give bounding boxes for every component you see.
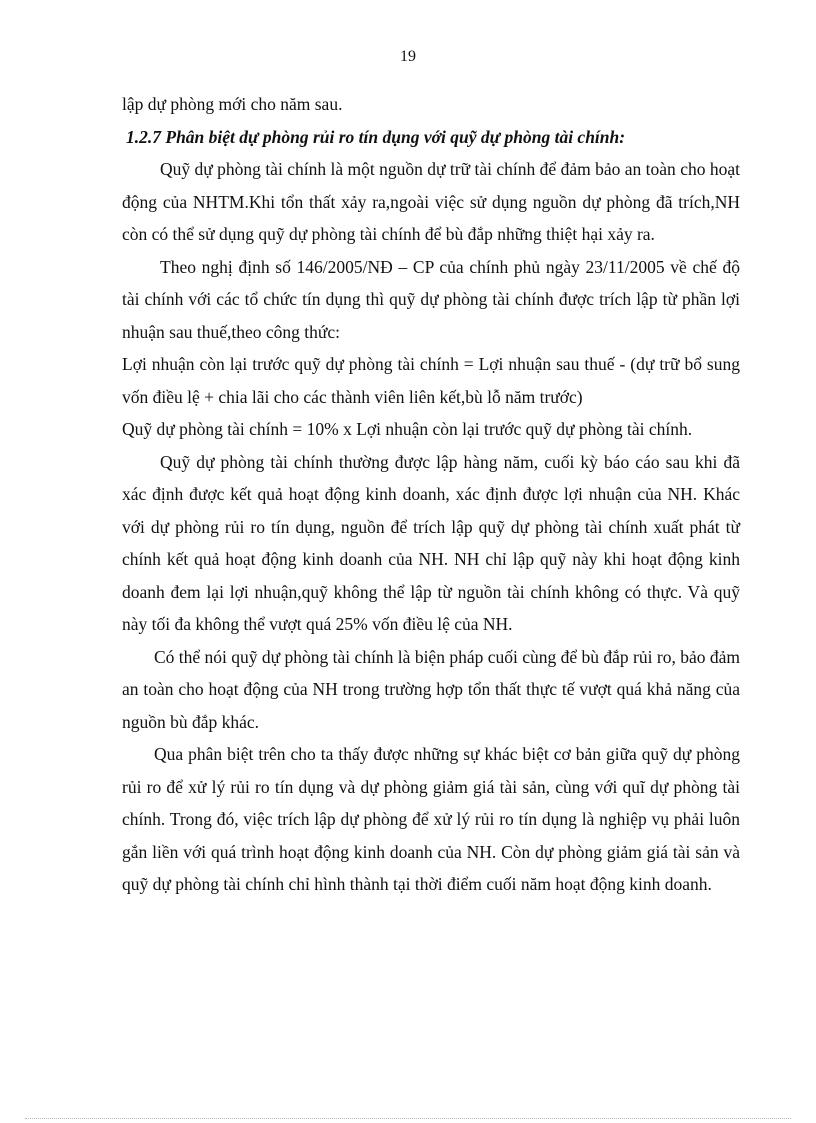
section-heading: 1.2.7 Phân biệt dự phòng rủi ro tín dụng với quỹ dự phòng tài chính: — [126, 126, 626, 147]
page-bottom-divider — [25, 1118, 791, 1119]
paragraph-2: Theo nghị định số 146/2005/NĐ – CP của chính phủ ngày 23/11/2005 về chế độ tài chính với các tổ chức tín dụng thì quỹ dự phòng tài chính được trích lập từ phần lợi nhuận sau thuế,theo công thức: — [122, 256, 740, 342]
formula-2: Quỹ dự phòng tài chính = 10% x Lợi nhuận còn lại trước quỹ dự phòng tài chính. — [122, 419, 693, 439]
paragraph-1: Quỹ dự phòng tài chính là một nguồn dự trữ tài chính để đảm bảo an toàn cho hoạt động của NHTM.Khi tổn thất xảy ra,ngoài việc sử dụng nguồn dự phòng đã trích,NH còn có thể sử dụng quỹ dự phòng tài chính để bù đắp những thiệt hại xảy ra. — [122, 159, 740, 244]
page-number: 19 — [400, 48, 416, 65]
page-body — [122, 88, 740, 901]
paragraph-5: Qua phân biệt trên cho ta thấy được những sự khác biệt cơ bản giữa quỹ dự phòng rủi ro để xử lý rủi ro tín dụng và dự phòng giảm giá tài sản, cùng với quĩ dự phòng tài chính. Trong đó, việc trích lập dự phòng để xử lý rủi ro tín dụng là nghiệp vụ phải luôn gắn liền với quá trình hoạt động kinh doanh của NH. Còn dự phòng giảm giá tài sản và quỹ dự phòng tài chính chỉ hình thành tại thời điểm cuối năm hoạt động kinh doanh. — [122, 744, 740, 894]
formula-1: Lợi nhuận còn lại trước quỹ dự phòng tài chính = Lợi nhuận sau thuế - (dự trữ bổ sung vốn điều lệ + chia lãi cho các thành viên liên kết,bù lỗ năm trước) — [122, 354, 740, 407]
continuation-line: lập dự phòng mới cho năm sau. — [122, 94, 343, 114]
paragraph-3: Quỹ dự phòng tài chính thường được lập hàng năm, cuối kỳ báo cáo sau khi đã xác định được kết quả hoạt động kinh doanh, xác định được lợi nhuận của NH. Khác với dự phòng rủi ro tín dụng, nguồn để trích lập quỹ dự phòng tài chính xuất phát từ chính kết quả hoạt động kinh doanh của NH. NH chỉ lập quỹ này khi hoạt động kinh doanh đem lại lợi nhuận,quỹ không thể lập từ nguồn tài chính không có thực. Và quỹ này tối đa không thể vượt quá 25% vốn điều lệ của NH. — [122, 451, 740, 634]
paragraph-4: Có thể nói quỹ dự phòng tài chính là biện pháp cuối cùng để bù đắp rủi ro, bảo đảm an toàn cho hoạt động của NH trong trường hợp tổn thất thực tế vượt quá khả năng của nguồn bù đắp khác. — [122, 646, 740, 732]
